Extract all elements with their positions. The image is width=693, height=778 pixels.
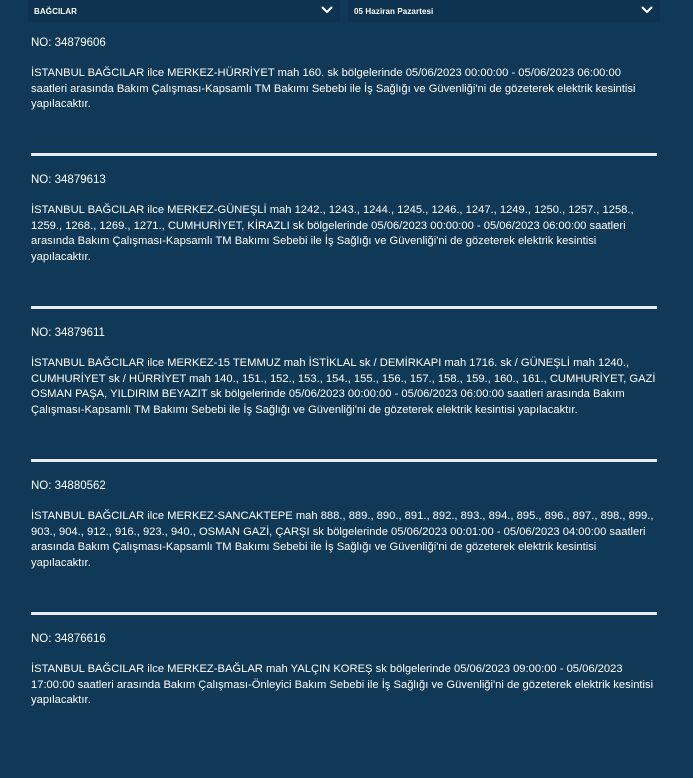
- district-select-value: BAĞCILAR: [34, 6, 78, 16]
- filter-bar: [0, 0, 693, 26]
- outage-description: İSTANBUL BAĞCILAR ilce MERKEZ-BAĞLAR mah YALÇIN KOREŞ sk bölgelerinde 05/06/2023 09:00:00 - 05/06/2023 17:00:00 saatleri arasında Bakım Çalışması-Önleyici Bakım Sebebi ile İş Sağlığı ve Güvenliği'ni de gözeterek elektrik kesintisi yapılacaktır.: [31, 663, 654, 706]
- outage-description: İSTANBUL BAĞCILAR ilce MERKEZ-15 TEMMUZ mah İSTİKLAL sk / DEMİRKAPI mah 1716. sk / GÜNEŞLİ mah 1240., CUMHURİYET sk / HÜRRİYET mah 140., 151., 152., 153., 154., 155., 156., 157., 158., 159., 160., 161., CUMHURİYET, GAZİ OSMAN PAŞA, YILDIRIM BEYAZIT sk bölgelerinde 05/06/2023 00:00:00 - 05/06/2023 06:00:00 saatleri arasında Bakım Çalışması-Kapsamlı TM Bakımı Sebebi ile İş Sağlığı ve Güvenliği'ni de gözeterek elektrik kesintisi yapılacaktır.: [31, 357, 656, 416]
- outage-number: NO: 34880562: [31, 480, 106, 492]
- outage-entry: [31, 615, 657, 725]
- outage-description: İSTANBUL BAĞCILAR ilce MERKEZ-GÜNEŞLİ mah 1242., 1243., 1244., 1245., 1246., 1247., 1249., 1250., 1257., 1258., 1259., 1268., 1269., 1271., CUMHURİYET, KİRAZLI sk bölgelerinde 05/06/2023 00:00:00 - 05/06/2023 06:00:00 saatleri arasında Bakım Çalışması-Kapsamlı TM Bakımı Sebebi ile İş Sağlığı ve Güvenliği'ni de gözeterek elektrik kesintisi yapılacaktır.: [31, 204, 634, 263]
- date-select-value: 05 Haziran Pazartesi: [354, 6, 434, 16]
- outage-description: İSTANBUL BAĞCILAR ilce MERKEZ-HÜRRİYET mah 160. sk bölgelerinde 05/06/2023 00:00:00 - 05/06/2023 06:00:00 saatleri arasında Bakım Çalışması-Kapsamlı TM Bakımı Sebebi ile İş Sağlığı ve Güvenliği'ni de gözeterek elektrik kesintisi yapılacaktır.: [31, 67, 636, 110]
- outage-description: İSTANBUL BAĞCILAR ilce MERKEZ-SANCAKTEPE mah 888., 889., 890., 891., 892., 893., 894., 895., 896., 897., 898., 899., 903., 904., 912., 916., 923., 940., OSMAN GAZİ, ÇARŞI sk bölgelerinde 05/06/2023 00:01:00 - 05/06/2023 04:00:00 saatleri arasında Bakım Çalışması-Kapsamlı TM Bakımı Sebebi ile İş Sağlığı ve Güvenliği'ni de gözeterek elektrik kesintisi yapılacaktır.: [31, 510, 654, 569]
- outage-entry: [31, 156, 657, 306]
- outage-entry: [31, 309, 657, 459]
- outage-number: NO: 34879606: [31, 37, 106, 49]
- outage-entry: [31, 36, 657, 153]
- date-select[interactable]: [348, 0, 660, 22]
- outage-number: NO: 34879611: [31, 327, 105, 339]
- chevron-down-icon: [320, 3, 334, 17]
- chevron-down-icon: [640, 3, 654, 17]
- outage-number: NO: 34876616: [31, 633, 106, 645]
- outage-list: [31, 36, 657, 725]
- outage-number: NO: 34879613: [31, 174, 106, 186]
- outage-entry: [31, 462, 657, 612]
- district-select[interactable]: [28, 0, 340, 22]
